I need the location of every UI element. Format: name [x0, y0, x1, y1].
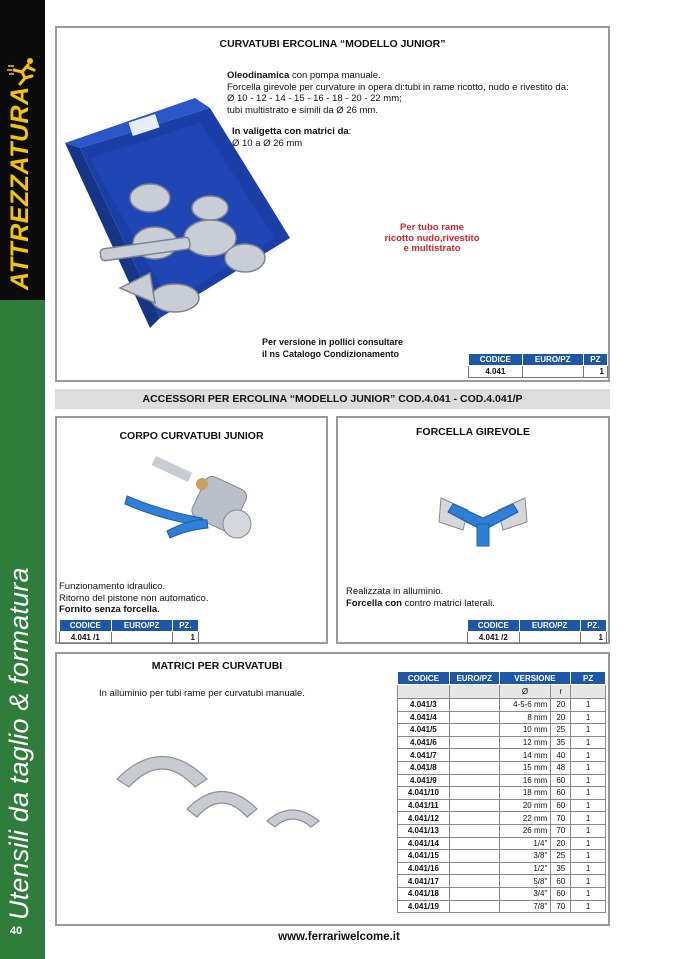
price-cell	[449, 711, 499, 724]
bender-body-image	[122, 456, 302, 546]
matrici-description: In alluminio per tubi rame per curvatubi manuale.	[99, 688, 305, 699]
case-colon: :	[348, 126, 352, 137]
price-cell	[449, 787, 499, 800]
col-version: VERSIONE	[499, 672, 571, 685]
code-cell: 4.041/4	[398, 711, 450, 724]
pz-cell: 1	[571, 824, 606, 837]
case-range: Ø 10 a Ø 26 mm	[232, 137, 303, 149]
forcella-line1: Realizzata in alluminio.	[346, 586, 444, 597]
table-row	[398, 850, 606, 863]
corpo-title: CORPO CURVATUBI JUNIOR	[119, 430, 264, 442]
code-cell: 4.041/17	[398, 875, 450, 888]
pz-cell: 1	[571, 711, 606, 724]
corpo-line3: Fornito senza forcella.	[59, 604, 160, 615]
pz-cell: 1	[571, 887, 606, 900]
pz-cell: 1	[583, 366, 607, 378]
code-cell: 4.041/7	[398, 749, 450, 762]
code-cell: 4.041/14	[398, 837, 450, 850]
inch-note	[262, 337, 462, 360]
col-price: EURO/PZ	[519, 620, 580, 632]
red-note-line1: Per tubo rame	[400, 222, 464, 233]
corpo-line1: Funzionamento idraulico.	[59, 581, 166, 592]
red-note-line3: e multistrato	[403, 243, 461, 254]
radius-cell: 20	[551, 837, 571, 850]
radius-cell: 20	[551, 699, 571, 712]
radius-cell: 70	[551, 824, 571, 837]
diameter-cell: 22 mm	[499, 812, 551, 825]
diameter-cell: 7/8"	[499, 900, 551, 913]
table-row	[398, 862, 606, 875]
forcella-line2-rest: contro matrici laterali.	[401, 597, 495, 609]
code-cell: 4.041/6	[398, 736, 450, 749]
red-note-line2: ricotto nudo,rivestito	[384, 232, 480, 244]
pz-cell: 1	[571, 724, 606, 737]
table-row	[398, 774, 606, 787]
diameter-cell: 5/8"	[499, 875, 551, 888]
price-cell	[449, 837, 499, 850]
price-cell	[449, 900, 499, 913]
table-row	[398, 799, 606, 812]
runner-logo-icon	[6, 56, 40, 86]
sidebar-category-title: Utensili da taglio & formatura	[4, 567, 34, 920]
pz-cell: 1	[571, 850, 606, 863]
desc-lead: Oleodinamica	[227, 70, 290, 81]
price-cell	[111, 632, 172, 644]
radius-cell: 60	[551, 875, 571, 888]
footer-url: www.ferrariwelcome.it	[278, 931, 400, 943]
table-row	[468, 632, 607, 644]
radius-cell: 60	[551, 787, 571, 800]
radius-cell: 35	[551, 862, 571, 875]
pz-cell: 1	[571, 862, 606, 875]
swivel-fork-image	[433, 488, 533, 558]
price-cell	[449, 824, 499, 837]
price-cell	[449, 724, 499, 737]
accessories-band: ACCESSORI PER ERCOLINA “MODELLO JUNIOR” COD.4.041 - COD.4.041/P	[55, 389, 610, 409]
matrici-table	[397, 671, 606, 913]
diameter-cell: 8 mm	[499, 711, 551, 724]
code-cell: 4.041 /2	[468, 632, 520, 644]
diameter-cell: 3/4"	[499, 887, 551, 900]
code-cell: 4.041/9	[398, 774, 450, 787]
pz-cell: 1	[571, 812, 606, 825]
code-cell: 4.041/12	[398, 812, 450, 825]
pz-cell: 1	[571, 875, 606, 888]
col-pz: PZ.	[172, 620, 198, 632]
diameter-cell: 18 mm	[499, 787, 551, 800]
radius-cell: 25	[551, 724, 571, 737]
radius-cell: 40	[551, 749, 571, 762]
code-cell: 4.041/19	[398, 900, 450, 913]
code-cell: 4.041/13	[398, 824, 450, 837]
main-product-box	[55, 26, 610, 382]
main-description	[227, 70, 607, 116]
corpo-code-table	[59, 619, 199, 644]
price-cell	[449, 862, 499, 875]
table-row	[469, 366, 608, 378]
price-cell	[449, 761, 499, 774]
code-cell: 4.041/16	[398, 862, 450, 875]
code-cell: 4.041/11	[398, 799, 450, 812]
code-cell: 4.041/5	[398, 724, 450, 737]
diameter-cell: 15 mm	[499, 761, 551, 774]
main-product-title: CURVATUBI ERCOLINA “MODELLO JUNIOR”	[219, 38, 446, 50]
pz-cell: 1	[172, 632, 198, 644]
table-row	[398, 875, 606, 888]
red-note	[367, 223, 497, 255]
price-cell	[449, 875, 499, 888]
table-row	[398, 900, 606, 913]
price-cell	[522, 366, 583, 378]
pz-cell: 1	[571, 699, 606, 712]
matrici-title: MATRICI PER CURVATUBI	[151, 660, 283, 672]
code-cell: 4.041/15	[398, 850, 450, 863]
diameter-cell: 4-5-6 mm	[499, 699, 551, 712]
main-code-table	[468, 353, 608, 378]
pz-cell: 1	[571, 900, 606, 913]
code-cell: 4.041/10	[398, 787, 450, 800]
diameter-cell: 26 mm	[499, 824, 551, 837]
inch-note-line2: il ns Catalogo Condizionamento	[262, 348, 399, 359]
price-cell	[519, 632, 580, 644]
table-row	[398, 749, 606, 762]
price-cell	[449, 699, 499, 712]
pz-cell: 1	[571, 787, 606, 800]
pz-cell: 1	[571, 761, 606, 774]
forcella-title: FORCELLA GIREVOLE	[416, 426, 530, 438]
price-cell	[449, 812, 499, 825]
table-row	[398, 824, 606, 837]
pz-cell: 1	[571, 774, 606, 787]
code-cell: 4.041/18	[398, 887, 450, 900]
radius-cell: 35	[551, 736, 571, 749]
table-row	[398, 837, 606, 850]
col-pz: PZ	[571, 672, 606, 685]
table-row	[398, 812, 606, 825]
code-cell: 4.041/3	[398, 699, 450, 712]
table-row	[398, 711, 606, 724]
table-row	[398, 887, 606, 900]
price-cell	[449, 774, 499, 787]
pz-cell: 1	[571, 799, 606, 812]
corpo-line2: Ritorno del pistone non automatico.	[59, 592, 209, 604]
diameter-cell: 12 mm	[499, 736, 551, 749]
col-price: EURO/PZ	[449, 672, 499, 685]
table-row	[398, 724, 606, 737]
price-cell	[449, 887, 499, 900]
col-pz: PZ.	[580, 620, 606, 632]
corpo-description	[59, 581, 319, 616]
diameter-cell: 16 mm	[499, 774, 551, 787]
forcella-code-table	[467, 619, 607, 644]
diameter-cell: 3/8"	[499, 850, 551, 863]
table-row	[398, 699, 606, 712]
price-cell	[449, 799, 499, 812]
code-cell: 4.041/8	[398, 761, 450, 774]
diameter-cell: 1/2"	[499, 862, 551, 875]
price-cell	[449, 736, 499, 749]
radius-cell: 60	[551, 887, 571, 900]
col-code: CODICE	[468, 620, 520, 632]
pz-cell: 1	[571, 749, 606, 762]
forcella-description	[346, 586, 606, 609]
pz-cell: 1	[571, 736, 606, 749]
col-code: CODICE	[60, 620, 112, 632]
diameter-cell: 14 mm	[499, 749, 551, 762]
col-code: CODICE	[398, 672, 450, 685]
diameter-cell: 10 mm	[499, 724, 551, 737]
pz-cell: 1	[571, 837, 606, 850]
diameter-cell: 1/4"	[499, 837, 551, 850]
forcella-box	[336, 416, 610, 644]
radius-cell: 70	[551, 812, 571, 825]
col-price: EURO/PZ	[111, 620, 172, 632]
desc-line4: tubi multistrato e simili da Ø 26 mm.	[227, 104, 378, 116]
page-number: 40	[10, 925, 23, 937]
radius-cell: 48	[551, 761, 571, 774]
inch-note-line1: Per versione in pollici consultare	[262, 337, 404, 347]
table-row	[398, 736, 606, 749]
case-description	[232, 126, 532, 149]
col-price: EURO/PZ	[522, 354, 583, 366]
code-cell: 4.041 /1	[60, 632, 112, 644]
table-row	[60, 632, 199, 644]
col-code: CODICE	[469, 354, 523, 366]
col-radius: r	[551, 685, 571, 699]
diameter-cell: 20 mm	[499, 799, 551, 812]
corpo-box	[55, 416, 328, 644]
radius-cell: 70	[551, 900, 571, 913]
radius-cell: 60	[551, 774, 571, 787]
col-diameter: Ø	[499, 685, 551, 699]
pz-cell: 1	[580, 632, 606, 644]
bending-dies-image	[97, 739, 337, 849]
radius-cell: 25	[551, 850, 571, 863]
code-cell: 4.041	[469, 366, 523, 378]
radius-cell: 20	[551, 711, 571, 724]
desc-line3: Ø 10 - 12 - 14 - 15 - 16 - 18 - 20 - 22 mm;	[227, 93, 402, 104]
case-label: In valigetta con matrici da	[232, 126, 349, 137]
table-row	[398, 787, 606, 800]
desc-line2: Forcella girevole per curvature in opera di:tubi in rame ricotto, nudo e rivestito da:	[227, 81, 569, 93]
desc-rest: con pompa manuale.	[289, 70, 381, 81]
price-cell	[449, 850, 499, 863]
sidebar-section-title: ATTREZZATURA	[6, 86, 34, 290]
col-pz: PZ	[583, 354, 607, 366]
forcella-line2-bold: Forcella con	[346, 597, 402, 609]
price-cell	[449, 749, 499, 762]
table-row	[398, 761, 606, 774]
radius-cell: 60	[551, 799, 571, 812]
